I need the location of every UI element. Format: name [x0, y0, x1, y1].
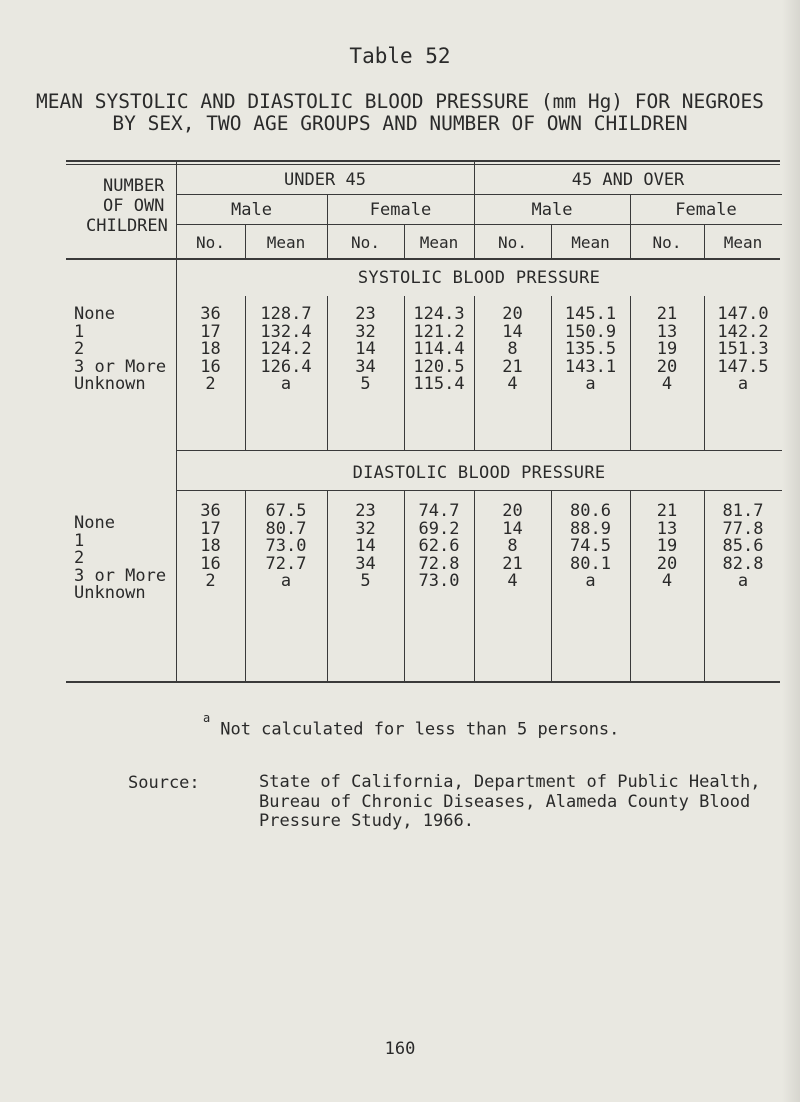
table-cell: 20 — [656, 356, 678, 377]
top-rule-inner — [66, 164, 780, 165]
footnote — [203, 711, 620, 740]
table-cell: 21 — [502, 553, 523, 574]
table-cell: a — [737, 374, 749, 394]
table-cell: 4 — [507, 374, 518, 394]
table-cell: 23 — [355, 501, 376, 521]
sex-female-under-45: Female — [369, 200, 432, 220]
col-header-no: No. — [498, 233, 527, 252]
col-header-mean: Mean — [419, 233, 459, 252]
table-cell: 18 — [200, 339, 221, 359]
footnote-marker: a — [203, 711, 211, 725]
systolic-male-under45-mean — [245, 306, 327, 394]
table-cell: 147.5 — [717, 356, 769, 377]
age-group-under-45: UNDER 45 — [284, 170, 366, 190]
age-group-45-and-over: 45 AND OVER — [571, 170, 685, 190]
table-cell: 150.9 — [564, 321, 617, 342]
table-cell: a — [585, 374, 596, 394]
table-cell: 74.7 — [418, 501, 460, 521]
diastolic-male-45over-mean — [551, 503, 630, 591]
table-cell: 32 — [355, 321, 376, 342]
table-cell: 145.1 — [564, 304, 617, 324]
stub-header-line3: CHILDREN — [86, 216, 168, 236]
row-label: 2 — [74, 548, 85, 568]
table-cell: 16 — [200, 553, 221, 574]
table-cell: 135.5 — [564, 339, 617, 359]
table-cell: 36 — [200, 304, 221, 324]
table-cell: 81.7 — [722, 501, 764, 521]
row-label: 1 — [74, 530, 85, 551]
col-header-mean: Mean — [723, 233, 763, 252]
table-cell: 73.0 — [265, 536, 307, 556]
sex-male-45-over: Male — [531, 200, 573, 220]
table-cell: 14 — [502, 518, 523, 539]
section-title-systolic: SYSTOLIC BLOOD PRESSURE — [357, 268, 601, 288]
table-cell: 115.4 — [413, 374, 465, 394]
table-cell: 18 — [200, 536, 221, 556]
table-subtitle-line2: BY SEX, TWO AGE GROUPS AND NUMBER OF OWN CHILDREN — [112, 112, 688, 135]
table-cell: 121.2 — [413, 321, 465, 342]
systolic-male-under45-no — [176, 306, 245, 394]
table-cell: 124.2 — [260, 339, 312, 359]
row-labels-systolic — [74, 306, 166, 394]
table-cell: a — [585, 571, 596, 591]
table-cell: a — [280, 571, 292, 591]
row-label: Unknown — [74, 583, 146, 603]
table-cell: 74.5 — [570, 536, 611, 556]
table-cell: 62.6 — [418, 536, 460, 556]
row-label: None — [74, 304, 115, 324]
table-cell: 14 — [355, 536, 376, 556]
row-label: 3 or More — [74, 565, 167, 586]
systolic-female-45over-no — [630, 306, 704, 394]
table-cell: 124.3 — [413, 304, 465, 324]
row-label: None — [74, 513, 115, 533]
table-cell: 80.7 — [265, 518, 307, 539]
table-cell: 32 — [355, 518, 376, 539]
table-cell: 34 — [355, 553, 376, 574]
page-number: 160 — [384, 1039, 416, 1059]
table-cell: 23 — [355, 304, 376, 324]
table-cell: a — [280, 374, 292, 394]
table-cell: 36 — [200, 501, 221, 521]
table-cell: 14 — [355, 339, 376, 359]
table-cell: 126.4 — [260, 356, 312, 377]
row-label: Unknown — [74, 374, 146, 394]
systolic-male-45over-no — [474, 306, 551, 394]
diastolic-male-under45-mean — [245, 503, 327, 591]
table-cell: 2 — [205, 374, 216, 394]
table-cell: 14 — [502, 321, 523, 342]
row-label: 2 — [74, 339, 85, 359]
table-cell: 34 — [355, 356, 376, 377]
row-label: 3 or More — [74, 356, 167, 377]
sex-male-under-45: Male — [231, 200, 272, 220]
col-header-no: No. — [652, 233, 682, 252]
table-cell: 132.4 — [260, 321, 312, 342]
bottom-rule — [66, 681, 780, 683]
diastolic-male-45over-no — [474, 503, 551, 591]
table-cell: 21 — [502, 356, 523, 377]
diastolic-female-45over-mean — [704, 503, 782, 591]
table-cell: 151.3 — [717, 339, 769, 359]
diastolic-female-under45-no — [327, 503, 404, 591]
row-label: 1 — [74, 321, 85, 342]
table-cell: 20 — [502, 304, 523, 324]
header-bottom-rule — [66, 258, 780, 260]
table-cell: 8 — [507, 536, 518, 556]
col-header-mean: Mean — [266, 233, 306, 252]
table-cell: 72.8 — [418, 553, 460, 574]
age-group-rule — [176, 194, 782, 195]
source-text: State of California, Department of Public Health, Bureau of Chronic Diseases, Alameda County Blood Pressure Study, 1966. — [259, 772, 761, 831]
table-cell: 80.6 — [570, 501, 611, 521]
row-labels-diastolic — [74, 515, 166, 603]
table-cell: 72.7 — [265, 553, 307, 574]
col-header-mean: Mean — [571, 233, 610, 252]
table-cell: 13 — [656, 321, 678, 342]
table-cell: 85.6 — [722, 536, 764, 556]
table-cell: 4 — [507, 571, 518, 591]
section-title-diastolic: DIASTOLIC BLOOD PRESSURE — [352, 463, 606, 483]
table-cell: 143.1 — [564, 356, 617, 377]
table-cell: 19 — [656, 536, 678, 556]
source-label: Source: — [128, 773, 200, 793]
table-cell: 21 — [656, 501, 678, 521]
table-cell: 114.4 — [413, 339, 465, 359]
table-cell: 8 — [507, 339, 518, 359]
stub-header-line2: OF OWN — [103, 196, 165, 216]
table-cell: 13 — [656, 518, 678, 539]
diastolic-male-under45-no — [176, 503, 245, 591]
diastolic-female-45over-no — [630, 503, 704, 591]
stub-header-line1: NUMBER — [103, 176, 165, 196]
table-cell: 128.7 — [260, 304, 312, 324]
section-header-rule — [176, 490, 782, 491]
table-title: Table 52 — [349, 44, 451, 68]
table-cell: 5 — [360, 571, 371, 591]
table-subtitle-line1: MEAN SYSTOLIC AND DIASTOLIC BLOOD PRESSURE (mm Hg) FOR NEGROES — [36, 90, 764, 113]
table-cell: 69.2 — [418, 518, 460, 539]
table-cell: 17 — [200, 518, 221, 539]
table-cell: 19 — [656, 339, 678, 359]
systolic-female-45over-mean — [704, 306, 782, 394]
table-cell: 4 — [661, 374, 673, 394]
col-header-no: No. — [351, 233, 380, 252]
systolic-male-45over-mean — [551, 306, 630, 394]
table-cell: 21 — [656, 304, 678, 324]
top-rule — [66, 160, 780, 162]
systolic-female-under45-no — [327, 306, 404, 394]
table-cell: 67.5 — [265, 501, 307, 521]
sex-female-45-over: Female — [675, 200, 737, 220]
table-cell: 16 — [200, 356, 221, 377]
page-edge-shadow — [782, 0, 800, 1102]
diastolic-female-under45-mean — [404, 503, 474, 591]
table-cell: 20 — [656, 553, 678, 574]
table-cell: 147.0 — [717, 304, 769, 324]
systolic-female-under45-mean — [404, 306, 474, 394]
table-cell: 77.8 — [722, 518, 764, 539]
col-header-no: No. — [196, 233, 225, 252]
table-cell: 80.1 — [570, 553, 611, 574]
table-cell: 4 — [661, 571, 673, 591]
table-cell: 17 — [200, 321, 221, 342]
table-cell: 73.0 — [418, 571, 460, 591]
sex-rule — [176, 224, 782, 225]
table-cell: a — [737, 571, 749, 591]
table-cell: 142.2 — [717, 321, 769, 342]
footnote-text: Not calculated for less than 5 persons. — [220, 719, 620, 740]
table-cell: 88.9 — [570, 518, 611, 539]
table-cell: 20 — [502, 501, 523, 521]
table-cell: 5 — [360, 374, 371, 394]
table-cell: 82.8 — [722, 553, 764, 574]
table-cell: 120.5 — [413, 356, 465, 377]
section-divider-rule — [176, 450, 782, 451]
table-cell: 2 — [205, 571, 216, 591]
